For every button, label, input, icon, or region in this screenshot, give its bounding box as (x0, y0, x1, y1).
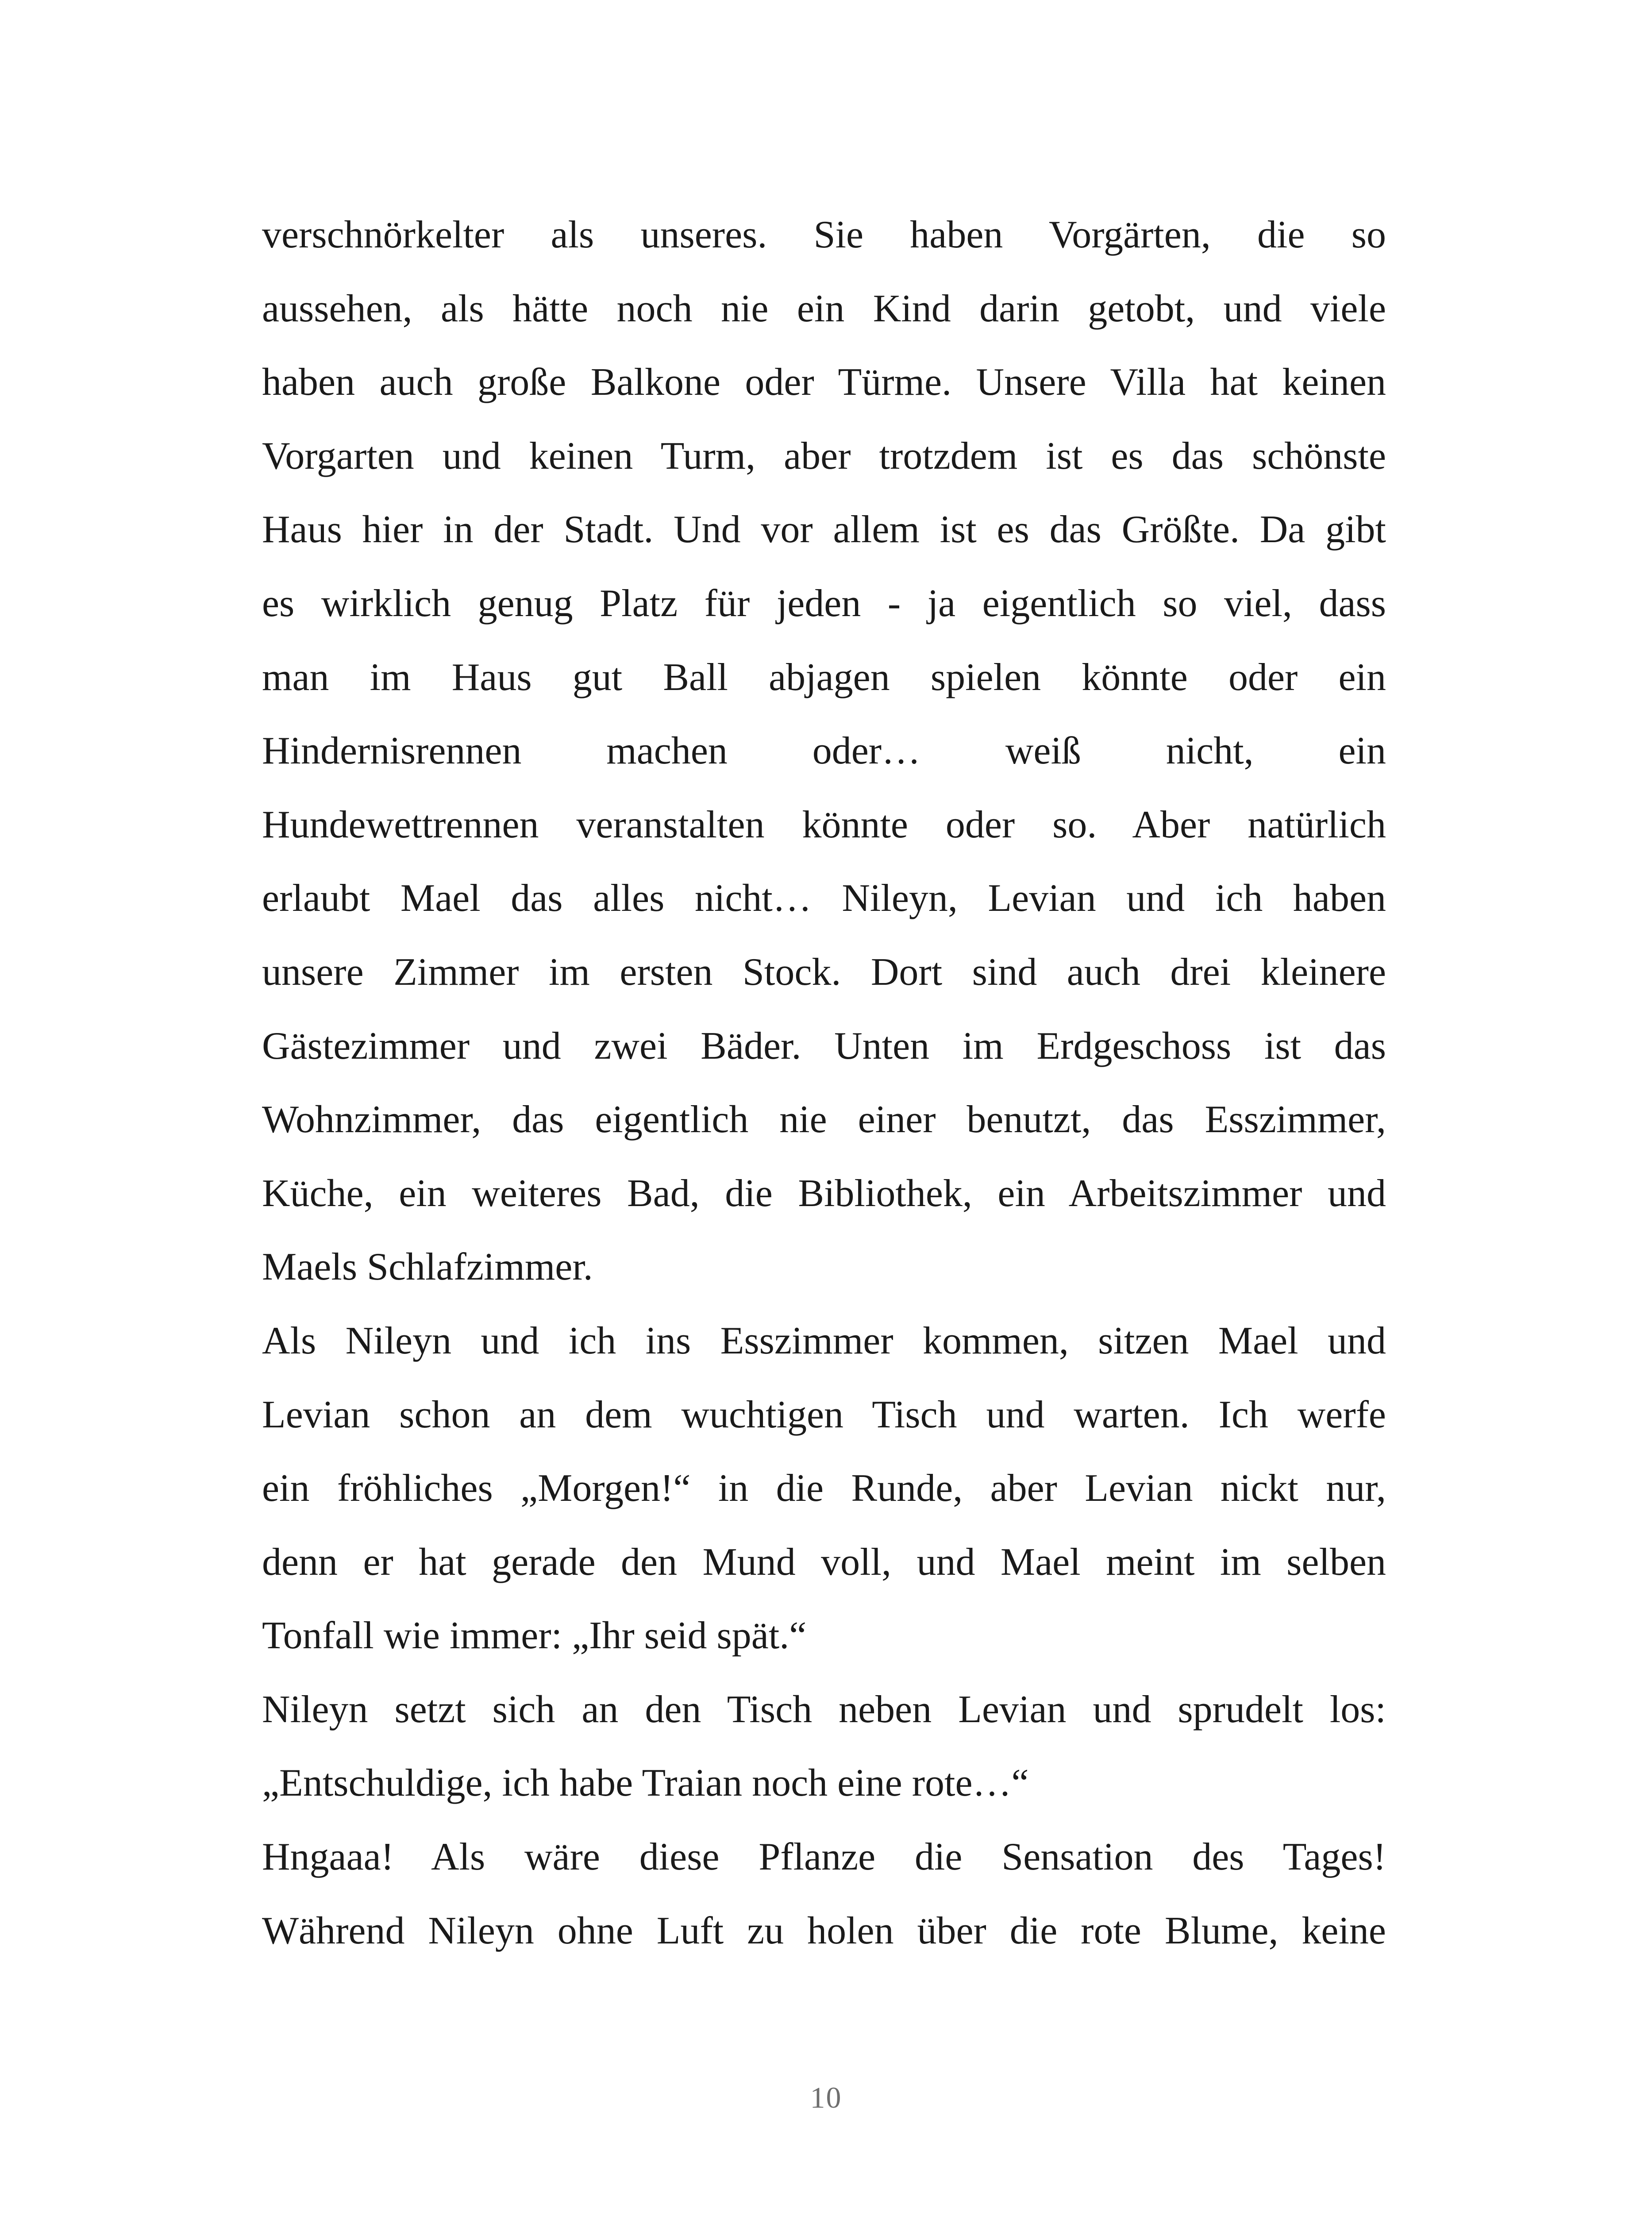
page-number: 10 (810, 2081, 842, 2114)
text-line: Tonfall wie immer: „Ihr seid spät.“ (262, 1614, 807, 1658)
text-line: denn er hat gerade den Mund voll, und Mael meint im selben (262, 1540, 1386, 1584)
text-line: Als Nileyn und ich ins Esszimmer kommen, sitzen Mael und (262, 1319, 1386, 1362)
text-line: man im Haus gut Ball abjagen spielen könnte oder ein (262, 655, 1386, 699)
text-line: Küche, ein weiteres Bad, die Bibliothek, ein Arbeitszimmer und (262, 1172, 1386, 1215)
body-text (262, 198, 1386, 1968)
text-line: verschnörkelter als unseres. Sie haben Vorgärten, die so (262, 213, 1386, 256)
text-line: aussehen, als hätte noch nie ein Kind darin getobt, und viele (262, 287, 1386, 330)
text-line: Hngaaa! Als wäre diese Pflanze die Sensation des Tages! (262, 1835, 1386, 1879)
text-line: erlaubt Mael das alles nicht… Nileyn, Levian und ich haben (262, 877, 1386, 920)
text-line: Maels Schlafzimmer. (262, 1245, 593, 1289)
text-line: „Entschuldige, ich habe Traian noch eine rote…“ (262, 1762, 1029, 1805)
text-line: unsere Zimmer im ersten Stock. Dort sind auch drei kleinere (262, 950, 1386, 994)
text-line: Nileyn setzt sich an den Tisch neben Levian und sprudelt los: (262, 1688, 1386, 1731)
text-line: Hundewettrennen veranstalten könnte oder so. Aber natürlich (262, 803, 1386, 846)
text-line: Während Nileyn ohne Luft zu holen über die rote Blume, keine (262, 1909, 1386, 1952)
text-line: Haus hier in der Stadt. Und vor allem ist es das Größte. Da gibt (262, 508, 1386, 551)
text-line: Gästezimmer und zwei Bäder. Unten im Erdgeschoss ist das (262, 1024, 1386, 1068)
text-line: ein fröhliches „Morgen!“ in die Runde, aber Levian nickt nur, (262, 1467, 1386, 1510)
text-line: haben auch große Balkone oder Türme. Unsere Villa hat keinen (262, 361, 1386, 404)
text-line: Levian schon an dem wuchtigen Tisch und warten. Ich werfe (262, 1393, 1386, 1436)
text-line: Wohnzimmer, das eigentlich nie einer benutzt, das Esszimmer, (262, 1098, 1386, 1141)
text-line: Hindernisrennen machen oder… weiß nicht, ein (262, 729, 1386, 773)
text-line: es wirklich genug Platz für jeden - ja eigentlich so viel, dass (262, 582, 1386, 625)
text-line: Vorgarten und keinen Turm, aber trotzdem ist es das schönste (262, 434, 1386, 478)
